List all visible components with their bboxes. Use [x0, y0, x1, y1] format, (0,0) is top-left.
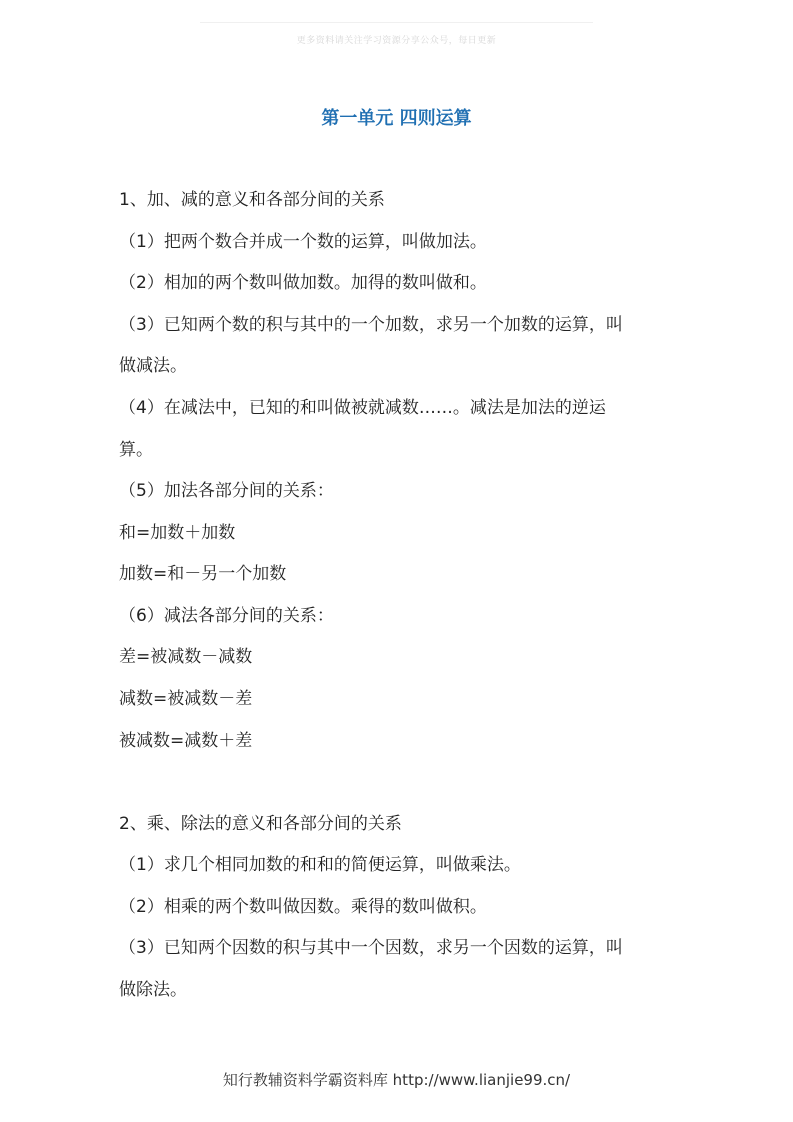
section-1-line: （3）已知两个数的积与其中的一个加数，求另一个加数的运算，叫 — [119, 315, 623, 335]
section-1-heading: 1、加、减的意义和各部分间的关系 — [119, 190, 385, 210]
section-1-line: （1）把两个数合并成一个数的运算，叫做加法。 — [119, 232, 487, 252]
section-1-line: （5）加法各部分间的关系： — [119, 481, 334, 501]
section-2-line: （3）已知两个因数的积与其中一个因数，求另一个因数的运算，叫 — [119, 938, 623, 958]
section-2-heading: 2、乘、除法的意义和各部分间的关系 — [119, 814, 402, 834]
section-2-line: 做除法。 — [119, 980, 187, 1000]
section-1-line: （4）在减法中，已知的和叫做被就减数……。减法是加法的逆运 — [119, 398, 606, 418]
section-1-line: 做减法。 — [119, 356, 187, 376]
section-1-line: 算。 — [119, 440, 153, 460]
page-title: 第一单元 四则运算 — [321, 108, 472, 129]
formula-line: 加数=和－另一个加数 — [119, 564, 287, 584]
section-1-line: （2）相加的两个数叫做加数。加得的数叫做和。 — [119, 273, 487, 293]
section-1-line: （6）减法各部分间的关系： — [119, 606, 334, 626]
formula-line: 和=加数＋加数 — [119, 523, 236, 543]
header-rule — [200, 22, 593, 23]
page-footer: 知行教辅资料学霸资料库 http://www.lianjie99.cn/ — [222, 1071, 571, 1089]
formula-line: 差=被减数－减数 — [119, 647, 253, 667]
formula-line: 被减数=减数＋差 — [119, 731, 253, 751]
section-2-line: （1）求几个相同加数的和和的简便运算，叫做乘法。 — [119, 855, 521, 875]
section-2-line: （2）相乘的两个数叫做因数。乘得的数叫做积。 — [119, 897, 487, 917]
header-watermark-note: 更多资料请关注学习资源分享公众号，每日更新 — [296, 36, 497, 46]
formula-line: 减数=被减数－差 — [119, 689, 253, 709]
